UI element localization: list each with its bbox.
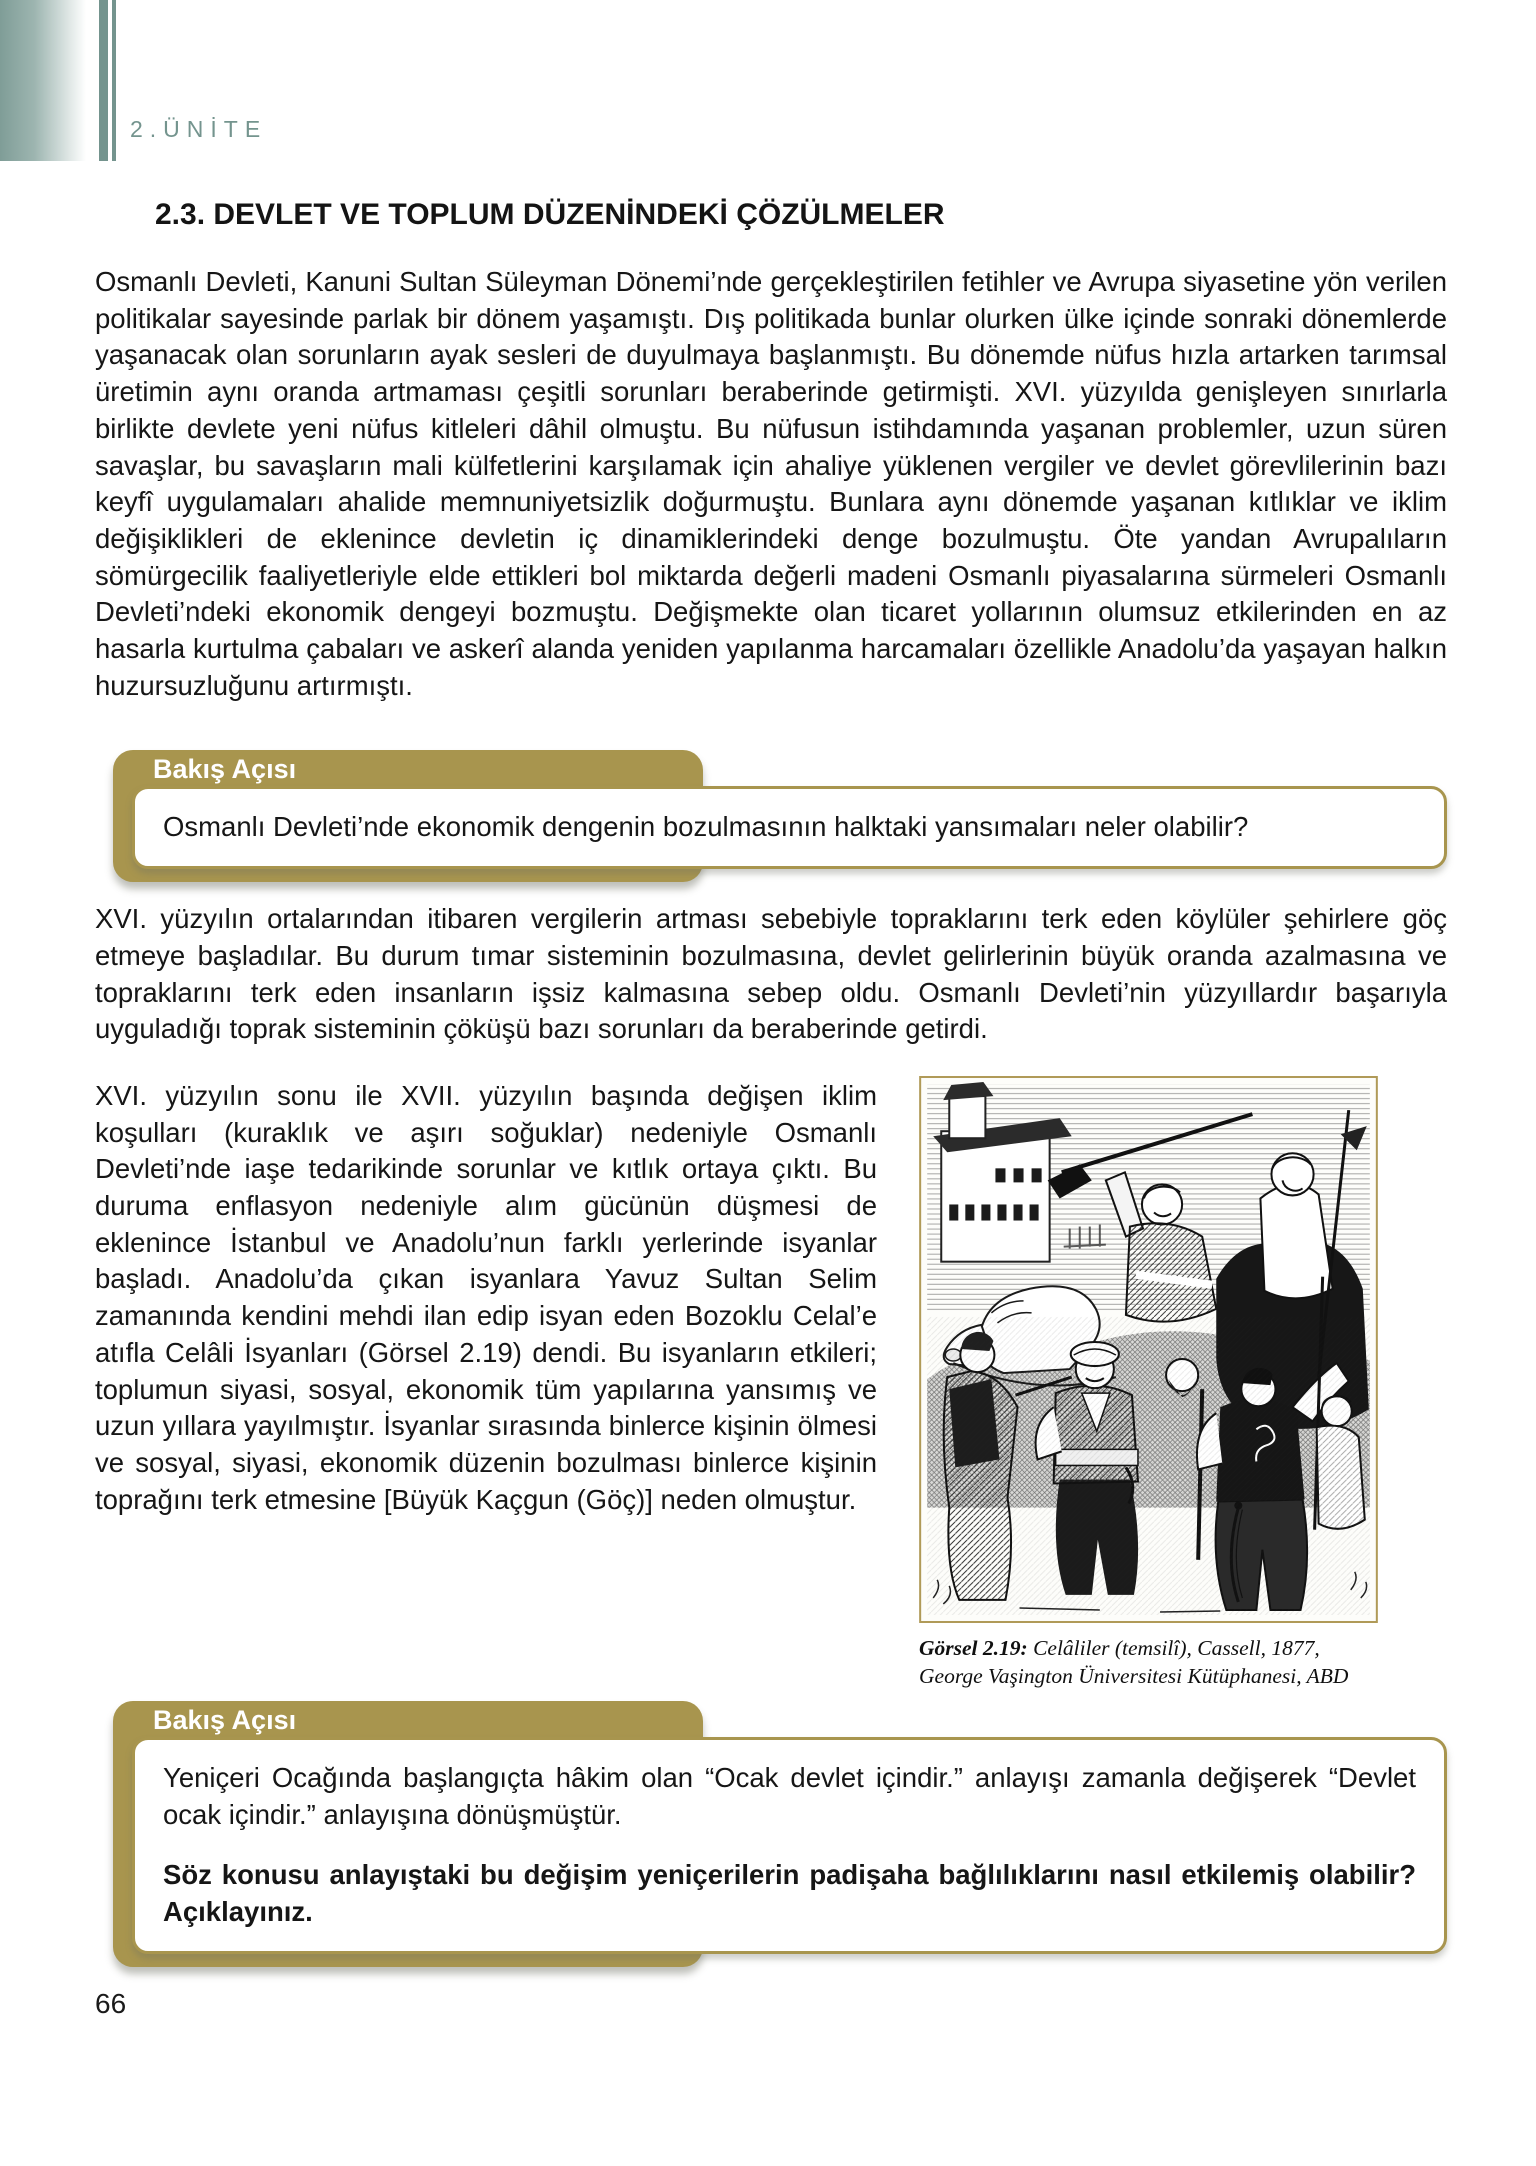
bakis-acisi-title-1: Bakış Açısı bbox=[153, 754, 297, 785]
bakis-acisi-title-2: Bakış Açısı bbox=[153, 1704, 297, 1735]
unit-vertical-bar-thin bbox=[112, 0, 116, 161]
bakis-acisi-statement: Yeniçeri Ocağında başlangıçta hâkim olan “Ocak devlet içindir.” anlayışı zamanla değişerek “Devlet ocak içindir.” anlayışına dönüşmüştür. bbox=[163, 1761, 1416, 1830]
bakis-acisi-content-1 bbox=[132, 786, 1447, 869]
figure-caption bbox=[919, 1635, 1378, 1691]
figure-2-19 bbox=[919, 1076, 1378, 1691]
text-figure-row bbox=[95, 1076, 1447, 1691]
paragraph-2: XVI. yüzyılın ortalarından itibaren vergilerin artması sebebiyle topraklarını terk eden köylüler şehirlere göç etmeye başladılar. Bu durum tımar sisteminin bozulmasına, devlet gelirlerinin büyük oranda azalmasına ve topraklarını terk eden insanların işsiz kalmasına sebep oldu. Osmanlı Devleti’nin yüzyıllardır başarıyla uyguladığı toprak sisteminin çöküşü bazı sorunları da beraberinde getirdi. bbox=[95, 903, 1447, 1045]
bakis-acisi-question-1: Osmanlı Devleti’nde ekonomik dengenin bozulmasının halktaki yansımaları neler olabilir? bbox=[163, 811, 1249, 843]
unit-corner-gradient bbox=[0, 0, 86, 161]
figure-caption-text: Celâliler (temsilî), Cassell, 1877, George Vaşington Üniversitesi Kütüphanesi, ABD bbox=[919, 1635, 1349, 1688]
bakis-acisi-box-1 bbox=[95, 750, 1447, 869]
page-content bbox=[95, 198, 1447, 2020]
unit-label: 2.ÜNİTE bbox=[130, 116, 268, 142]
bakis-acisi-box-2 bbox=[95, 1701, 1447, 1954]
unit-vertical-bar-thick bbox=[99, 0, 108, 161]
page-number: 66 bbox=[95, 1987, 127, 2019]
section-heading: 2.3. DEVLET VE TOPLUM DÜZENİNDEKİ ÇÖZÜLMELER bbox=[155, 198, 945, 231]
paragraph-3: XVI. yüzyılın sonu ile XVII. yüzyılın başında değişen iklim koşulları (kuraklık ve aşırı soğuklar) nedeniyle Osmanlı Devleti’nde iaşe tedarikinde sorunlar ve kıtlık ortaya çıktı. Bu duruma enflasyon nedeniyle alım gücünün düşmesi de eklenince İstanbul ve Anadolu’nun farklı yerlerinde isyanlar başladı. Anadolu’da çıkan isyanlara Yavuz Sultan Selim zamanında kendini mehdi ilan edip isyan eden Bozoklu Celal’e atıfla Celâli İsyanları (Görsel 2.19) dendi. Bu isyanların etkileri; toplumun siyasi, sosyal, ekonomik tüm yapılarına yansımış ve uzun yıllara yayılmıştır. İsyanlar sırasında binlerce kişinin ölmesi ve sosyal, siyasi, ekonomik düzenin bozulması binlerce kişinin toprağını terk etmesine [Büyük Kaçgun (Göç)] neden olmuştur. bbox=[95, 1079, 877, 1515]
figure-caption-label: Görsel 2.19: bbox=[919, 1635, 1028, 1660]
celali-engraving-illustration bbox=[919, 1076, 1378, 1623]
paragraph-3-column bbox=[95, 1076, 877, 1518]
paragraph-1: Osmanlı Devleti, Kanuni Sultan Süleyman Dönemi’nde gerçekleştirilen fetihler ve Avrupa siyasetine yön verilen politikalar sayesinde parlak bir dönem yaşamıştı. Dış politikada bunlar olurken ülke içinde sonraki dönemlerde yaşanacak olan sorunların ayak sesleri de duyulmaya başlanmıştı. Bu dönemde nüfus hızla artarken tarımsal üretimin aynı oranda artmaması çeşitli sorunları beraberinde getirmişti. XVI. yüzyılda genişleyen sınırlarla birlikte devlete yeni nüfus kitleleri dâhil olmuştu. Bu nüfusun istihdamında yaşanan problemler, uzun süren savaşlar, bu savaşların mali külfetlerini karşılamak için ahaliye yüklenen vergiler ve devlet görevlilerinin bazı keyfî uygulamaları ahalide memnuniyetsizlik doğurmuştu. Bunlara aynı dönemde yaşanan kıtlıklar ve iklim değişiklikleri de eklenince devletin iç dinamiklerindeki denge bozulmuştu. Öte yandan Avrupalıların sömürgecilik faaliyetleriyle elde ettikleri bol miktarda değerli madeni Osmanlı piyasalarına sürmeleri Osmanlı Devleti’ndeki ekonomik dengeyi bozmuştu. Değişmekte olan ticaret yollarının olumsuz etkilerinden en az hasarla kurtulma çabaları ve askerî alanda yeniden yapılanma harcamaları özellikle Anadolu’da yaşayan halkın huzursuzluğunu artırmıştı. bbox=[95, 266, 1447, 701]
bakis-acisi-content-2 bbox=[132, 1737, 1447, 1954]
bakis-acisi-question-2: Söz konusu anlayıştaki bu değişim yeniçerilerin padişaha bağlılıklarını nasıl etkilemiş olabilir? Açıklayınız. bbox=[163, 1859, 1416, 1927]
